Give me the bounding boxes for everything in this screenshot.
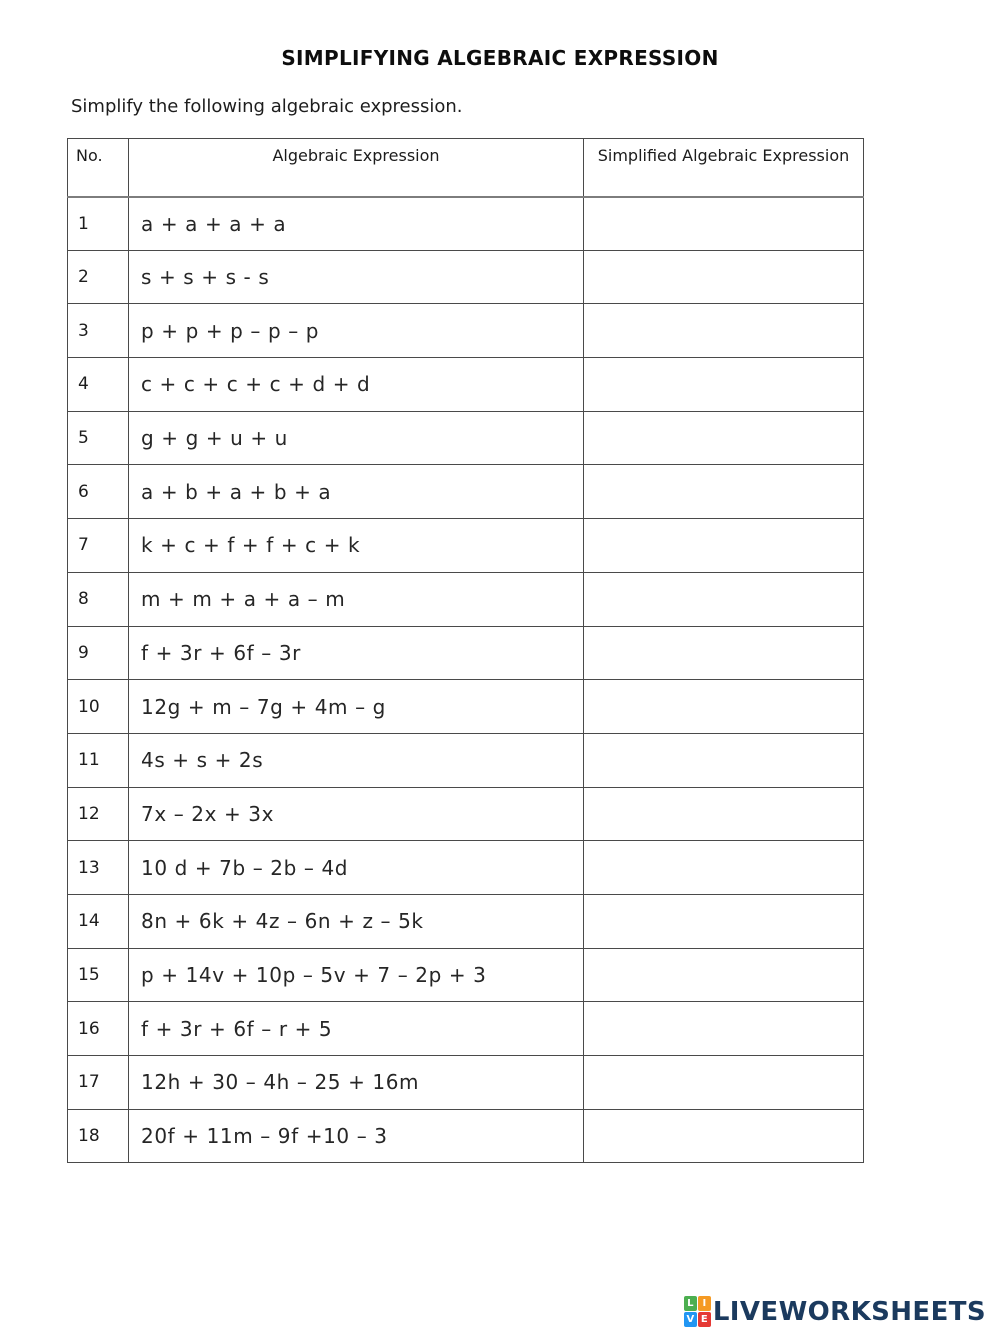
logo-square-l: L [684,1296,697,1311]
algebraic-expression: a + a + a + a [129,197,584,251]
simplified-answer-cell[interactable] [584,1109,864,1163]
algebraic-expression: k + c + f + f + c + k [129,519,584,573]
row-number: 12 [68,787,129,841]
row-number: 8 [68,572,129,626]
simplified-answer-cell[interactable] [584,1002,864,1056]
table-row [68,787,864,841]
header-simplified: Simplified Algebraic Expression [584,139,864,197]
row-number: 9 [68,626,129,680]
table-row [68,411,864,465]
header-no: No. [68,139,129,197]
simplified-answer-cell[interactable] [584,733,864,787]
table-row [68,572,864,626]
algebraic-expression: c + c + c + c + d + d [129,358,584,412]
table-row [68,1109,864,1163]
table-row [68,948,864,1002]
table-header-row [68,139,864,197]
algebraic-expression: g + g + u + u [129,411,584,465]
header-expression: Algebraic Expression [129,139,584,197]
algebraic-expression: p + p + p – p – p [129,304,584,358]
algebraic-expression: 4s + s + 2s [129,733,584,787]
table-row [68,680,864,734]
row-number: 15 [68,948,129,1002]
table-row [68,304,864,358]
table-row [68,841,864,895]
simplified-answer-cell[interactable] [584,841,864,895]
algebraic-expression: a + b + a + b + a [129,465,584,519]
table-row [68,894,864,948]
row-number: 5 [68,411,129,465]
table-row [68,519,864,573]
row-number: 18 [68,1109,129,1163]
row-number: 3 [68,304,129,358]
row-number: 7 [68,519,129,573]
logo-square-i: I [698,1296,711,1311]
algebraic-expression: p + 14v + 10p – 5v + 7 – 2p + 3 [129,948,584,1002]
algebraic-expression: f + 3r + 6f – 3r [129,626,584,680]
algebraic-expression: f + 3r + 6f – r + 5 [129,1002,584,1056]
algebraic-expression: 8n + 6k + 4z – 6n + z – 5k [129,894,584,948]
simplified-answer-cell[interactable] [584,197,864,251]
table-row [68,197,864,251]
table-row [68,1002,864,1056]
row-number: 1 [68,197,129,251]
worksheet-page [0,46,1000,1327]
algebraic-expression: 12h + 30 – 4h – 25 + 16m [129,1056,584,1110]
row-number: 10 [68,680,129,734]
page-title: SIMPLIFYING ALGEBRAIC EXPRESSION [281,46,719,70]
logo-square-e: E [698,1312,711,1327]
table-row [68,733,864,787]
table-row [68,358,864,412]
simplified-answer-cell[interactable] [584,894,864,948]
simplified-answer-cell[interactable] [584,304,864,358]
liveworksheets-logo-text: LIVEWORKSHEETS [712,1296,986,1327]
table-row [68,626,864,680]
table-row [68,1056,864,1110]
row-number: 4 [68,358,129,412]
simplified-answer-cell[interactable] [584,787,864,841]
algebraic-expression: s + s + s - s [129,250,584,304]
simplified-answer-cell[interactable] [584,680,864,734]
simplified-answer-cell[interactable] [584,519,864,573]
simplified-answer-cell[interactable] [584,250,864,304]
logo-square-v: V [684,1312,697,1327]
instruction-text: Simplify the following algebraic expression. [71,96,463,117]
simplified-answer-cell[interactable] [584,411,864,465]
algebraic-expression: 7x – 2x + 3x [129,787,584,841]
simplified-answer-cell[interactable] [584,626,864,680]
table-row [68,465,864,519]
simplified-answer-cell[interactable] [584,358,864,412]
row-number: 14 [68,894,129,948]
simplified-answer-cell[interactable] [584,1056,864,1110]
worksheet-table [67,138,864,1163]
row-number: 17 [68,1056,129,1110]
table-row [68,250,864,304]
simplified-answer-cell[interactable] [584,465,864,519]
liveworksheets-icon [684,1296,711,1327]
algebraic-expression: 12g + m – 7g + 4m – g [129,680,584,734]
row-number: 13 [68,841,129,895]
row-number: 16 [68,1002,129,1056]
algebraic-expression: 10 d + 7b – 2b – 4d [129,841,584,895]
worksheet-table-body [68,197,864,1163]
row-number: 6 [68,465,129,519]
simplified-answer-cell[interactable] [584,948,864,1002]
liveworksheets-logo[interactable] [684,1296,986,1327]
row-number: 2 [68,250,129,304]
algebraic-expression: 20f + 11m – 9f +10 – 3 [129,1109,584,1163]
row-number: 11 [68,733,129,787]
simplified-answer-cell[interactable] [584,572,864,626]
algebraic-expression: m + m + a + a – m [129,572,584,626]
